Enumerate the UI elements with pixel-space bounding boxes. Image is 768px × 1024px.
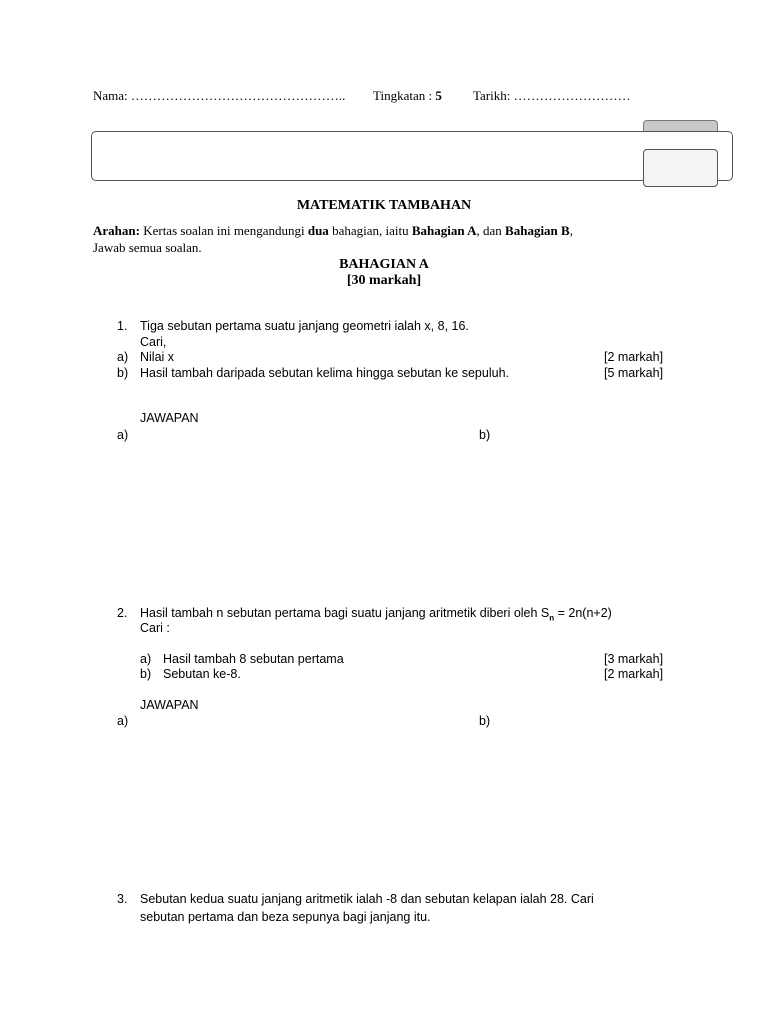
header-frame-box [91,131,733,181]
q2-part-a-label: a) [140,652,152,666]
q1-jawapan: JAWAPAN [140,411,199,425]
q3-line-1: Sebutan kedua suatu janjang aritmetik ialah -8 dan sebutan kelapan ialah 28. Cari [140,892,594,906]
q2-part-a-marks: [3 markah] [604,652,664,666]
instr-text-1: Kertas soalan ini mengandungi [139,223,308,238]
instr-dua: dua [307,223,329,238]
tingkatan-label: Tingkatan : [373,88,433,103]
q1-answer-a: a) [117,428,129,442]
subject-title: MATEMATIK TAMBAHAN [296,198,472,213]
instr-text-2: bahagian, iaitu [328,223,412,238]
q2-part-b-text: Sebutan ke-8. [163,667,241,681]
q2-stem-pre: Hasil tambah n sebutan pertama bagi suatu janjang aritmetik diberi oleh S [140,606,550,620]
tingkatan-value: 5 [435,88,442,103]
instructions-line-1 [93,223,573,239]
tingkatan-field [373,88,442,104]
q2-jawapan: JAWAPAN [140,698,199,712]
q1-part-b-label: b) [117,366,129,380]
instructions-line-2: Jawab semua soalan. [93,240,202,255]
q1-part-a-marks: [2 markah] [604,350,664,364]
q1-number: 1. [117,319,128,333]
q1-part-b-text: Hasil tambah daripada sebutan kelima hingga sebutan ke sepuluh. [140,366,509,380]
q1-part-a-text: Nilai x [140,350,175,364]
section-title: BAHAGIAN A [339,257,429,272]
tarikh-field: Tarikh: ……………………… [473,88,631,103]
q2-answer-a: a) [117,714,129,728]
q2-stem [140,606,612,623]
q3-line-2: sebutan pertama dan beza sepunya bagi janjang itu. [140,910,431,924]
q2-stem-sub: n [549,613,555,623]
frame-tab-front [643,149,718,187]
q2-stem-post: = 2n(n+2) [554,606,612,620]
q1-part-a-label: a) [117,350,129,364]
section-marks: [30 markah] [346,273,422,288]
instr-text-4: , [569,223,573,238]
q2-cari: Cari : [140,621,170,635]
q1-part-b-marks: [5 markah] [604,366,664,380]
q3-number: 3. [117,892,128,906]
q2-part-a-text: Hasil tambah 8 sebutan pertama [163,652,344,666]
q2-part-b-label: b) [140,667,152,681]
q2-part-b-marks: [2 markah] [604,667,664,681]
q1-stem: Tiga sebutan pertama suatu janjang geometri ialah x, 8, 16. [140,319,469,333]
q1-cari: Cari, [140,335,167,349]
instr-bahagian-a: Bahagian A [411,223,477,238]
instr-text-3: , dan [476,223,506,238]
q2-number: 2. [117,606,128,620]
q2-answer-b: b) [479,714,491,728]
nama-field: Nama: ………………………………………….. [93,88,346,103]
q1-answer-b: b) [479,428,491,442]
arahan-label: Arahan: [93,223,140,238]
instr-bahagian-b: Bahagian B [505,223,570,238]
